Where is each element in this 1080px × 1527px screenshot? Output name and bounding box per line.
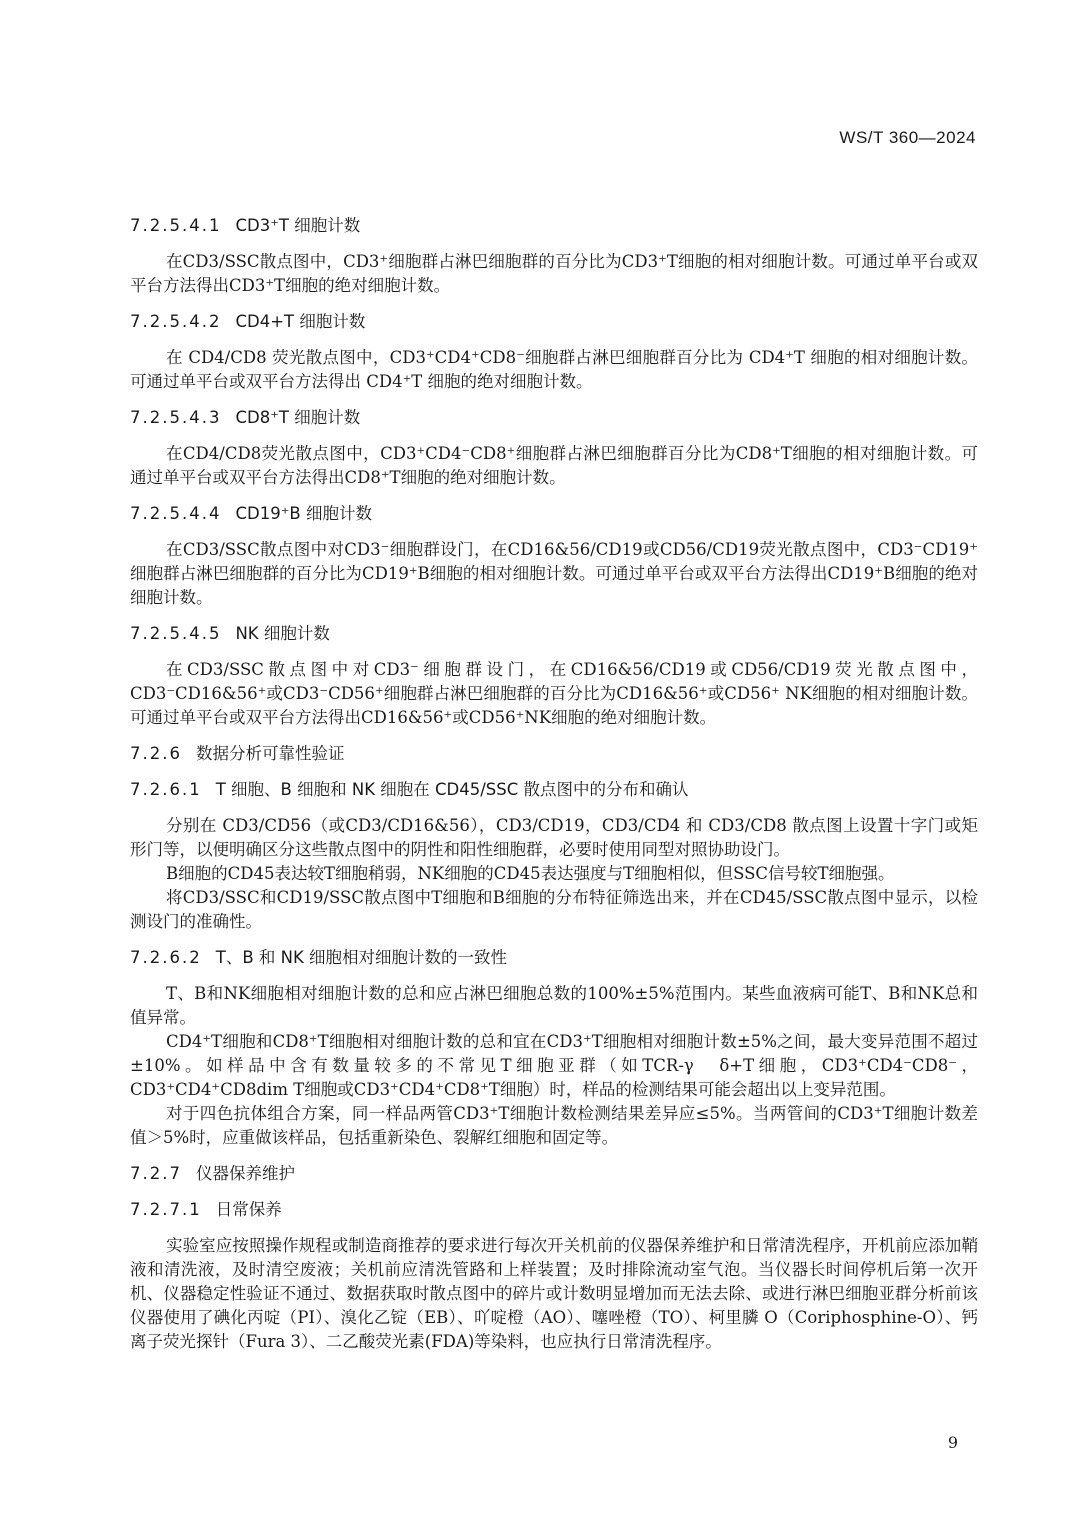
section-title: 仪器保养维护 <box>195 1164 295 1183</box>
section-heading-7-2-6 <box>130 742 978 766</box>
section-number: 7.2.5.4.1 <box>130 216 222 235</box>
section-heading-7-2-6-2 <box>130 946 978 970</box>
section-title: CD19⁺B 细胞计数 <box>235 504 372 523</box>
section-number: 7.2.5.4.3 <box>130 408 222 427</box>
section-heading-7-2-7 <box>130 1162 978 1186</box>
section-title: NK 细胞计数 <box>235 624 330 643</box>
page-number: 9 <box>947 1433 958 1452</box>
section-title: T 细胞、B 细胞和 NK 细胞在 CD45/SSC 散点图中的分布和确认 <box>215 780 689 799</box>
section-heading-7-2-5-4-1 <box>130 214 978 238</box>
paragraph: 实验室应按照操作规程或制造商推荐的要求进行每次开关机前的仪器保养维护和日常清洗程序，开机前应添加鞘液和清洗液，及时清空废液；关机前应清洗管路和上样装置；及时排除流动室气泡。当仪器长时间停机后第一次开机、仪器稳定性验证不通过、数据获取时散点图中的碎片或计数明显增加而无法去除、或进行淋巴细胞亚群分析前该仪器使用了碘化丙啶（PI）、溴化乙锭（EB）、吖啶橙（AO）、噻唑橙（TO）、柯里膦 O（Coriphosphine-O）、钙离子荧光探针（Fura 3）、二乙酸荧光素(FDA)等染料，也应执行日常清洗程序。 <box>130 1236 978 1351</box>
section-heading-7-2-5-4-5 <box>130 622 978 646</box>
section-title: CD8⁺T 细胞计数 <box>235 408 361 427</box>
section-number: 7.2.5.4.5 <box>130 624 222 643</box>
section-heading-7-2-7-1 <box>130 1198 978 1222</box>
section-heading-7-2-5-4-2 <box>130 310 978 334</box>
section-title: CD4+T 细胞计数 <box>235 312 366 331</box>
section-number: 7.2.6 <box>130 744 182 763</box>
section-number: 7.2.5.4.2 <box>130 312 222 331</box>
paragraph: CD4⁺T细胞和CD8⁺T细胞相对细胞计数的总和宜在CD3⁺T细胞相对细胞计数±5%之间，最大变异范围不超过±10%。如样品中含有数量较多的不常见T细胞亚群（如TCR-γ δ+T细胞，CD3⁺CD4⁻CD8⁻，CD3⁺CD4⁺CD8dim T细胞或CD3⁺CD4⁺CD8⁺T细胞）时，样品的检测结果可能会超出以上变异范围。 <box>130 1032 978 1099</box>
page-body <box>130 214 978 1366</box>
paragraph: 对于四色抗体组合方案，同一样品两管CD3⁺T细胞计数检测结果差异应≤5%。当两管间的CD3⁺T细胞计数差值＞5%时，应重做该样品，包括重新染色、裂解红细胞和固定等。 <box>130 1104 978 1147</box>
paragraph: 将CD3/SSC和CD19/SSC散点图中T细胞和B细胞的分布特征筛选出来，并在CD45/SSC散点图中显示，以检测设门的准确性。 <box>130 888 978 931</box>
section-title: T、B 和 NK 细胞相对细胞计数的一致性 <box>215 948 508 967</box>
section-number: 7.2.7 <box>130 1164 182 1183</box>
section-number: 7.2.7.1 <box>130 1200 202 1219</box>
section-heading-7-2-5-4-4 <box>130 502 978 526</box>
paragraph: 在CD3/SSC散点图中，CD3⁺细胞群占淋巴细胞群的百分比为CD3⁺T细胞的相对细胞计数。可通过单平台或双平台方法得出CD3⁺T细胞的绝对细胞计数。 <box>130 252 978 295</box>
section-number: 7.2.5.4.4 <box>130 504 222 523</box>
paragraph: B细胞的CD45表达较T细胞稍弱，NK细胞的CD45表达强度与T细胞相似，但SSC信号较T细胞强。 <box>166 864 895 883</box>
paragraph: 分别在 CD3/CD56（或CD3/CD16&56），CD3/CD19，CD3/CD4 和 CD3/CD8 散点图上设置十字门或矩形门等，以便明确区分这些散点图中的阴性和阳性细胞群，必要时使用同型对照协助设门。 <box>130 816 978 859</box>
section-title: CD3⁺T 细胞计数 <box>235 216 361 235</box>
section-heading-7-2-6-1 <box>130 778 978 802</box>
paragraph: 在 CD4/CD8 荧光散点图中，CD3⁺CD4⁺CD8⁻细胞群占淋巴细胞群百分比为 CD4⁺T 细胞的相对细胞计数。可通过单平台或双平台方法得出 CD4⁺T 细胞的绝对细胞计数。 <box>130 348 978 391</box>
section-number: 7.2.6.1 <box>130 780 202 799</box>
section-title: 数据分析可靠性验证 <box>195 744 345 763</box>
standard-number-header: WS/T 360—2024 <box>839 128 976 147</box>
section-heading-7-2-5-4-3 <box>130 406 978 430</box>
section-title: 日常保养 <box>215 1200 282 1219</box>
section-number: 7.2.6.2 <box>130 948 202 967</box>
paragraph: 在CD3/SSC散点图中对CD3⁻细胞群设门，在CD16&56/CD19或CD56/CD19荧光散点图中，CD3⁻CD16&56⁺或CD3⁻CD56⁺细胞群占淋巴细胞群的百分比为CD16&56⁺或CD56⁺ NK细胞的相对细胞计数。可通过单平台或双平台方法得出CD16&56⁺或CD56⁺NK细胞的绝对细胞计数。 <box>130 660 978 727</box>
paragraph: T、B和NK细胞相对细胞计数的总和应占淋巴细胞总数的100%±5%范围内。某些血液病可能T、B和NK总和值异常。 <box>130 984 978 1027</box>
paragraph: 在CD3/SSC散点图中对CD3⁻细胞群设门，在CD16&56/CD19或CD56/CD19荧光散点图中，CD3⁻CD19⁺细胞群占淋巴细胞群的百分比为CD19⁺B细胞的相对细胞计数。可通过单平台或双平台方法得出CD19⁺B细胞的绝对细胞计数。 <box>130 540 978 607</box>
paragraph: 在CD4/CD8荧光散点图中，CD3⁺CD4⁻CD8⁺细胞群占淋巴细胞群百分比为CD8⁺T细胞的相对细胞计数。可通过单平台或双平台方法得出CD8⁺T细胞的绝对细胞计数。 <box>130 444 978 487</box>
